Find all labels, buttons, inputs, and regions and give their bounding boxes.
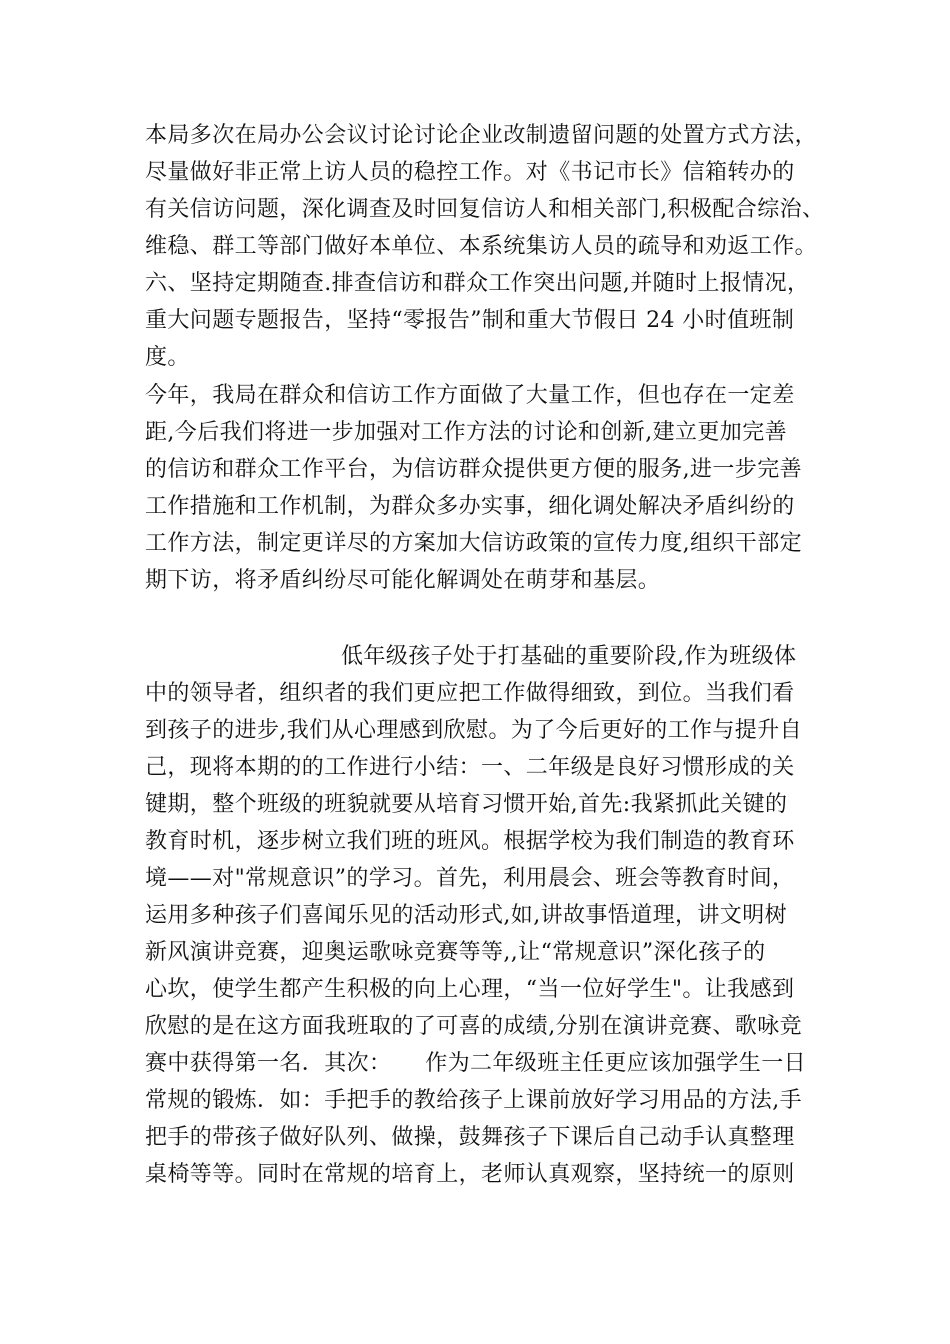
- text-line: 本局多次在局办公会议讨论讨论企业改制遗留问题的处置方式方法，: [145, 123, 818, 148]
- text-line: 境——对"常规意识”的学习。首先，利用晨会、班会等教育时间，: [145, 866, 795, 891]
- text-line: 己，现将本期的的工作进行小结：一、二年级是良好习惯形成的关: [145, 755, 795, 780]
- text-line: 赛中获得第一名．其次： 作为二年级班主任更应该加强学生一日: [145, 1051, 807, 1076]
- text-line: 尽量做好非正常上访人员的稳控工作。对《书记市长》信箱转办的: [145, 160, 795, 185]
- text-line: 度。: [145, 345, 190, 370]
- text-line: 新风演讲竞赛，迎奥运歌咏竞赛等等,,让“常规意识”深化孩子的: [145, 940, 766, 965]
- text-line: 距,今后我们将进一步加强对工作方法的讨论和创新,建立更加完善: [145, 420, 787, 445]
- text-line: 常规的锻炼．如：手把手的教给孩子上课前放好学习用品的方法,手: [145, 1088, 802, 1113]
- text-line: 桌椅等等。同时在常规的培育上，老师认真观察，坚持统一的原则: [145, 1162, 795, 1187]
- text-line: 今年，我局在群众和信访工作方面做了大量工作，但也存在一定差: [145, 383, 795, 408]
- text-line: 把手的带孩子做好队列、做操，鼓舞孩子下课后自己动手认真整理: [145, 1125, 795, 1150]
- text-line: 工作方法，制定更详尽的方案加大信访政策的宣传力度,组织干部定: [145, 531, 802, 556]
- text-line: 工作措施和工作机制，为群众多办实事，细化调处解决矛盾纠纷的: [145, 494, 795, 519]
- text-line: 的信访和群众工作平台，为信访群众提供更方便的服务,进一步完善: [145, 457, 802, 482]
- text-line: 心坎，使学生都产生积极的向上心理，“当一位好学生"。让我感到: [145, 977, 795, 1002]
- text-line: 重大问题专题报告，坚持“零报告”制和重大节假日 24 小时值班制: [145, 308, 795, 333]
- text-line: 有关信访问题，深化调查及时回复信访人和相关部门,积极配合综治、: [145, 197, 825, 222]
- text-line: 键期，整个班级的班貌就要从培育习惯开始,首先:我紧抓此关键的: [145, 792, 788, 817]
- text-line: 运用多种孩子们喜闻乐见的活动形式,如,讲故事悟道理，讲文明树: [145, 903, 787, 928]
- text-line: 教育时机，逐步树立我们班的班风。根据学校为我们制造的教育环: [145, 829, 795, 854]
- text-line: 中的领导者，组织者的我们更应把工作做得细致，到位。当我们看: [145, 681, 795, 706]
- text-line: 到孩子的进步,我们从心理感到欣慰。为了今后更好的工作与提升自: [145, 718, 802, 743]
- text-line: 期下访，将矛盾纠纷尽可能化解调处在萌芽和基层。: [145, 568, 661, 593]
- text-line: 欣慰的是在这方面我班取的了可喜的成绩,分别在演讲竞赛、歌咏竞: [145, 1014, 802, 1039]
- text-line-indented: 低年级孩子处于打基础的重要阶段,作为班级体: [341, 644, 797, 669]
- text-line: 维稳、群工等部门做好本单位、本系统集访人员的疏导和劝返工作。: [145, 234, 818, 259]
- text-line: 六、坚持定期随查.排查信访和群众工作突出问题,并随时上报情况，: [145, 271, 810, 296]
